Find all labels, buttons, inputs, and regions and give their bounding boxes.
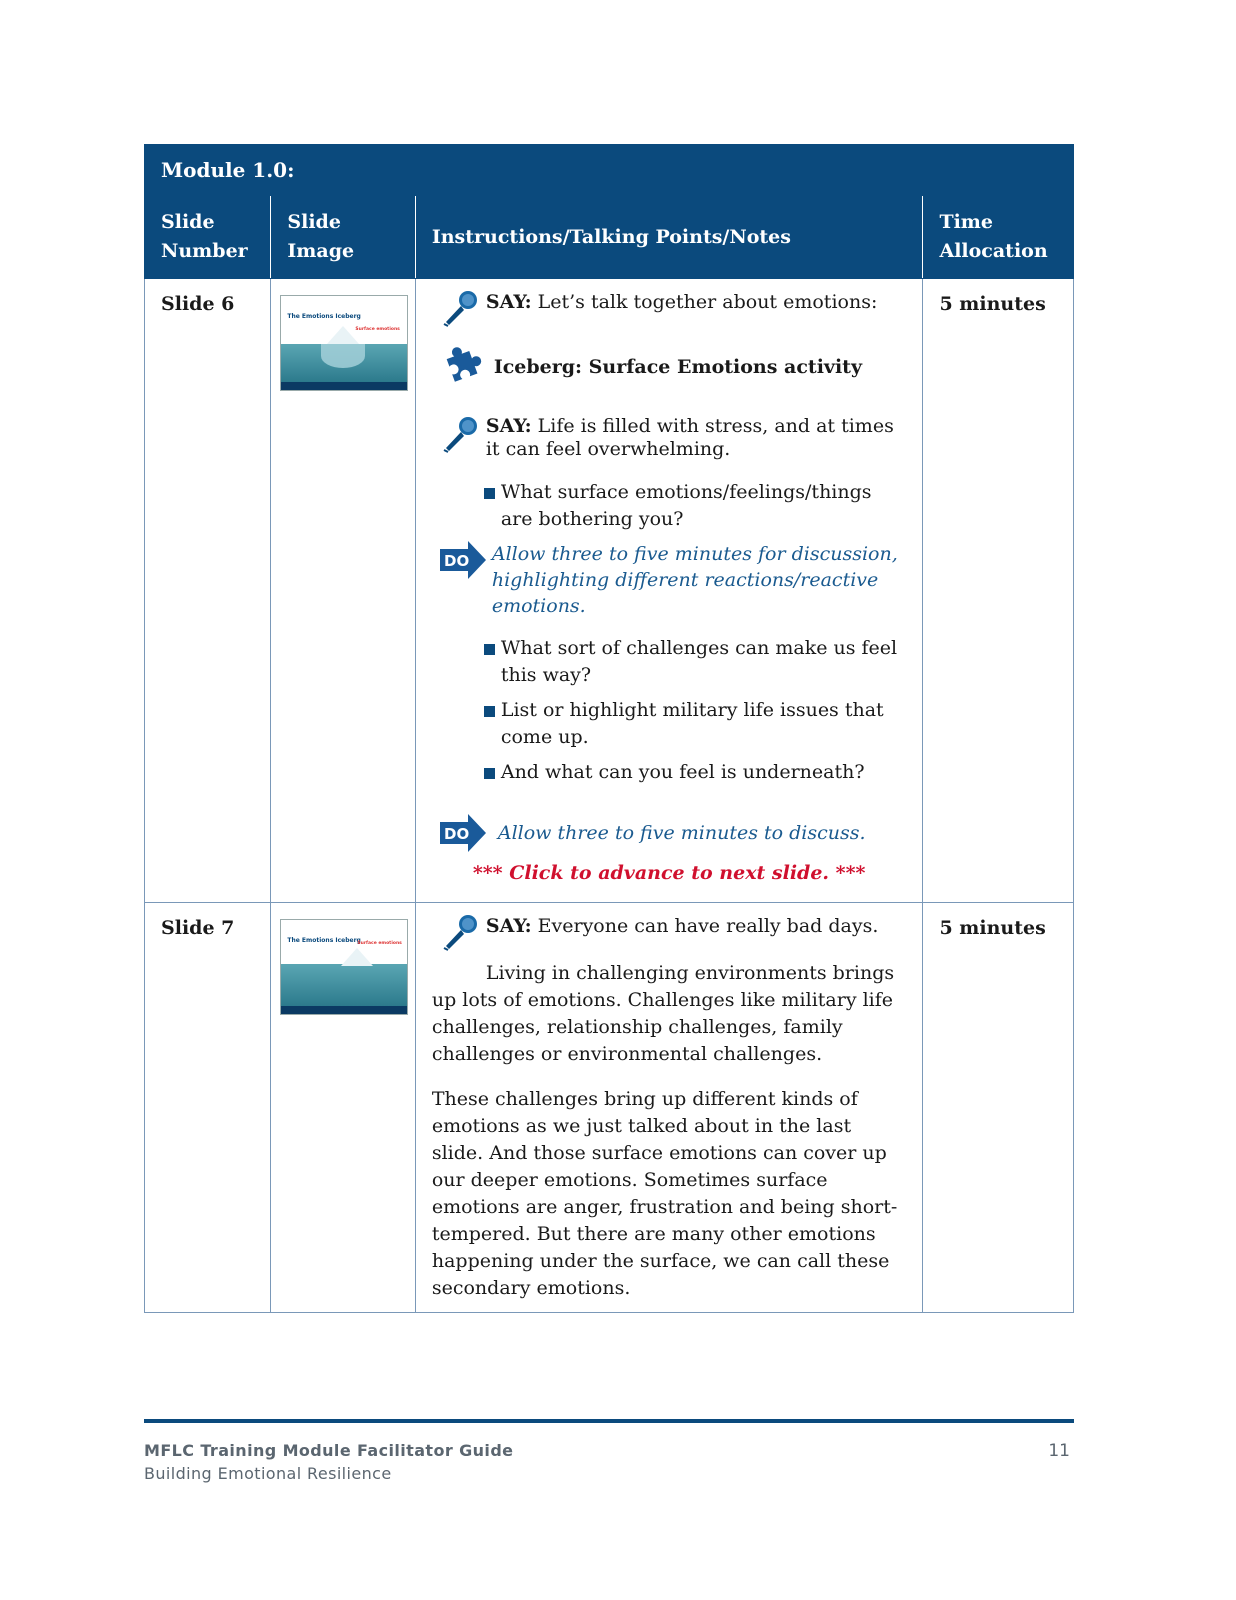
say-text: Everyone can have really bad days. <box>531 915 879 937</box>
slide-number: Slide 6 <box>145 279 271 903</box>
say-text: Let’s talk together about emotions: <box>531 291 878 313</box>
footer-subtitle: Building Emotional Resilience <box>144 1464 392 1483</box>
module-title: Module 1.0: <box>145 145 1074 196</box>
table-row <box>145 279 1074 903</box>
header-time: Time Allocation <box>923 196 1074 279</box>
microphone-icon <box>440 289 480 337</box>
footer-title: MFLC Training Module Facilitator Guide <box>144 1441 514 1460</box>
header-slide-image: Slide Image <box>271 196 415 279</box>
list-item: And what can you feel is underneath? <box>484 759 907 786</box>
click-advance-note: *** Click to advance to next slide. *** <box>472 862 866 884</box>
paragraph: These challenges bring up different kinds of emotions as we just talked about in the last slide. And those surface emotions can cover up our deeper emotions. Sometimes surface emotions are anger, frustration and being short-tempered. But there are many other emotions happening under the surface, we can call these secondary emotions. <box>431 1088 898 1299</box>
time-allocation: 5 minutes <box>923 903 1074 1313</box>
header-instructions: Instructions/Talking Points/Notes <box>415 196 923 279</box>
slide-number: Slide 7 <box>145 903 271 1313</box>
list-item: List or highlight military life issues that come up. <box>484 697 907 751</box>
table-row <box>145 903 1074 1313</box>
module-table <box>144 144 1074 1313</box>
thumb-title: The Emotions Iceberg <box>287 937 361 944</box>
say-label: SAY: <box>485 415 532 437</box>
list-item: What sort of challenges can make us feel this way? <box>484 635 907 689</box>
puzzle-icon <box>440 340 486 394</box>
time-allocation: 5 minutes <box>923 279 1074 903</box>
slide-thumbnail <box>280 919 408 1015</box>
microphone-icon <box>440 913 480 961</box>
do-arrow-icon <box>440 541 486 579</box>
thumb-title: The Emotions Iceberg <box>287 313 361 320</box>
list-item: What surface emotions/feelings/things are bothering you? <box>484 479 907 533</box>
say-label: SAY: <box>485 915 532 937</box>
do-arrow-icon <box>440 814 486 852</box>
footer-rule <box>144 1419 1074 1423</box>
paragraph: Living in challenging environments brings up lots of emotions. Challenges like military life challenges, relationship challenges, family challenges or environmental challenges. <box>431 962 895 1065</box>
header-slide-number: Slide Number <box>145 196 271 279</box>
page-number: 11 <box>1048 1441 1070 1461</box>
slide-thumbnail <box>280 295 408 391</box>
say-text: Life is filled with stress, and at times it can feel overwhelming. <box>485 415 894 460</box>
thumb-subtitle: Surface emotions <box>355 327 400 332</box>
do-instruction: Allow three to five minutes for discussion, highlighting different reactions/reactive emotions. <box>491 543 898 617</box>
do-badge-label: DO <box>443 552 470 570</box>
activity-title: Iceberg: Surface Emotions activity <box>493 356 862 378</box>
do-badge-label: DO <box>443 825 470 843</box>
say-label: SAY: <box>485 291 532 313</box>
thumb-subtitle: Surface emotions <box>357 941 402 946</box>
do-instruction: Allow three to five minutes to discuss. <box>497 822 866 844</box>
microphone-icon <box>440 415 480 463</box>
